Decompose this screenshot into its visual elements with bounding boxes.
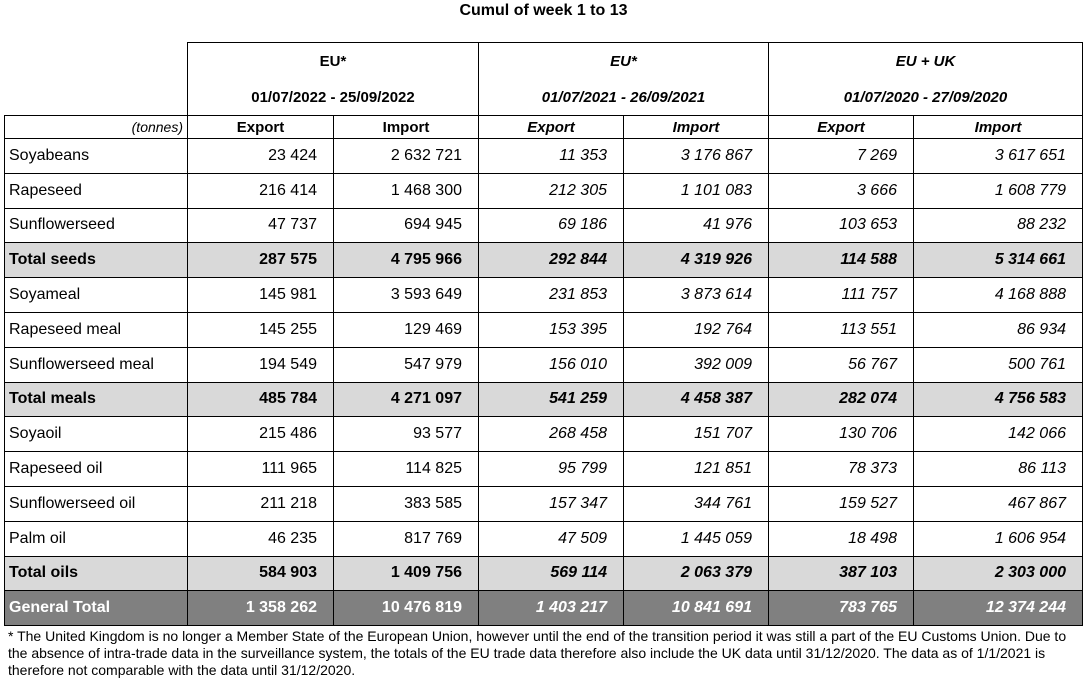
import-value: 3 176 867 <box>624 139 769 174</box>
import-value: 86 113 <box>914 452 1083 487</box>
import-value: 1 445 059 <box>624 521 769 556</box>
import-value: 1 608 779 <box>914 173 1083 208</box>
table-row <box>5 452 1083 487</box>
row-label: Palm oil <box>5 521 188 556</box>
import-value: 88 232 <box>914 208 1083 243</box>
row-label: Rapeseed <box>5 173 188 208</box>
export-value: 387 103 <box>769 556 914 591</box>
export-value: 153 395 <box>479 312 624 347</box>
import-value: 1 101 083 <box>624 173 769 208</box>
row-label: Soyameal <box>5 278 188 313</box>
import-value: 5 314 661 <box>914 243 1083 278</box>
import-value: 4 795 966 <box>334 243 479 278</box>
export-value: 569 114 <box>479 556 624 591</box>
table-row <box>5 312 1083 347</box>
export-value: 584 903 <box>188 556 334 591</box>
import-value: 129 469 <box>334 312 479 347</box>
export-value: 23 424 <box>188 139 334 174</box>
export-value: 130 706 <box>769 417 914 452</box>
import-value: 344 761 <box>624 486 769 521</box>
export-value: 145 255 <box>188 312 334 347</box>
table-row <box>5 417 1083 452</box>
import-value: 93 577 <box>334 417 479 452</box>
table-body <box>5 139 1083 626</box>
header-column-row <box>5 116 1083 139</box>
import-value: 114 825 <box>334 452 479 487</box>
export-value: 3 666 <box>769 173 914 208</box>
import-value: 10 476 819 <box>334 591 479 626</box>
export-value: 111 965 <box>188 452 334 487</box>
import-value: 2 303 000 <box>914 556 1083 591</box>
export-value: 95 799 <box>479 452 624 487</box>
import-value: 3 617 651 <box>914 139 1083 174</box>
export-value: 1 403 217 <box>479 591 624 626</box>
export-value: 216 414 <box>188 173 334 208</box>
total-row <box>5 243 1083 278</box>
table-title: Cumul of week 1 to 13 <box>459 2 628 19</box>
import-value: 817 769 <box>334 521 479 556</box>
group-period-2022: 01/07/2022 - 25/09/2022 <box>188 79 479 116</box>
export-value: 78 373 <box>769 452 914 487</box>
import-value: 4 756 583 <box>914 382 1083 417</box>
export-value: 145 981 <box>188 278 334 313</box>
export-value: 783 765 <box>769 591 914 626</box>
column-header-import: Import <box>334 116 479 139</box>
row-label: Rapeseed meal <box>5 312 188 347</box>
export-value: 114 588 <box>769 243 914 278</box>
column-header-import: Import <box>624 116 769 139</box>
table-row <box>5 347 1083 382</box>
export-value: 268 458 <box>479 417 624 452</box>
export-value: 282 074 <box>769 382 914 417</box>
import-value: 3 873 614 <box>624 278 769 313</box>
import-value: 151 707 <box>624 417 769 452</box>
export-value: 215 486 <box>188 417 334 452</box>
row-label: Soyaoil <box>5 417 188 452</box>
row-label: Total seeds <box>5 243 188 278</box>
export-value: 47 737 <box>188 208 334 243</box>
export-value: 156 010 <box>479 347 624 382</box>
row-label: Sunflowerseed <box>5 208 188 243</box>
import-value: 4 271 097 <box>334 382 479 417</box>
export-value: 18 498 <box>769 521 914 556</box>
footnote: * The United Kingdom is no longer a Member State of the European Union, however until the end of the transition period it was still a part of the EU Customs Union. Due to the absence of intra-trade data in the surveillance system, the totals of the EU trade data therefore also include the UK data until 31/12/2020. The data as of 1/1/2021 is therefore not comparable with the data until 31/12/2020. <box>8 628 1067 678</box>
row-label: Sunflowerseed meal <box>5 347 188 382</box>
import-value: 12 374 244 <box>914 591 1083 626</box>
export-value: 69 186 <box>479 208 624 243</box>
group-name-2022: EU* <box>188 43 479 80</box>
row-label: Rapeseed oil <box>5 452 188 487</box>
column-header-import: Import <box>914 116 1083 139</box>
group-period-2020: 01/07/2020 - 27/09/2020 <box>769 79 1083 116</box>
export-value: 47 509 <box>479 521 624 556</box>
export-value: 231 853 <box>479 278 624 313</box>
import-value: 10 841 691 <box>624 591 769 626</box>
import-value: 4 319 926 <box>624 243 769 278</box>
export-value: 7 269 <box>769 139 914 174</box>
import-value: 500 761 <box>914 347 1083 382</box>
import-value: 1 409 756 <box>334 556 479 591</box>
export-value: 212 305 <box>479 173 624 208</box>
total-row <box>5 556 1083 591</box>
group-name-2020: EU + UK <box>769 43 1083 80</box>
export-value: 292 844 <box>479 243 624 278</box>
row-label: General Total <box>5 591 188 626</box>
import-value: 41 976 <box>624 208 769 243</box>
import-value: 4 458 387 <box>624 382 769 417</box>
import-value: 383 585 <box>334 486 479 521</box>
export-value: 46 235 <box>188 521 334 556</box>
export-value: 103 653 <box>769 208 914 243</box>
export-value: 11 353 <box>479 139 624 174</box>
table-row <box>5 139 1083 174</box>
export-value: 1 358 262 <box>188 591 334 626</box>
column-header-export: Export <box>479 116 624 139</box>
row-label: Soyabeans <box>5 139 188 174</box>
import-value: 192 764 <box>624 312 769 347</box>
total-row <box>5 382 1083 417</box>
import-value: 2 632 721 <box>334 139 479 174</box>
trade-table <box>4 42 1083 626</box>
table-row <box>5 278 1083 313</box>
import-value: 694 945 <box>334 208 479 243</box>
import-value: 4 168 888 <box>914 278 1083 313</box>
import-value: 121 851 <box>624 452 769 487</box>
export-value: 541 259 <box>479 382 624 417</box>
import-value: 3 593 649 <box>334 278 479 313</box>
import-value: 1 468 300 <box>334 173 479 208</box>
export-value: 194 549 <box>188 347 334 382</box>
import-value: 2 063 379 <box>624 556 769 591</box>
table-row <box>5 173 1083 208</box>
column-header-export: Export <box>188 116 334 139</box>
header-period-row <box>5 79 1083 116</box>
group-period-2021: 01/07/2021 - 26/09/2021 <box>479 79 769 116</box>
import-value: 467 867 <box>914 486 1083 521</box>
export-value: 485 784 <box>188 382 334 417</box>
export-value: 159 527 <box>769 486 914 521</box>
group-name-2021: EU* <box>479 43 769 80</box>
export-value: 287 575 <box>188 243 334 278</box>
export-value: 111 757 <box>769 278 914 313</box>
import-value: 142 066 <box>914 417 1083 452</box>
import-value: 1 606 954 <box>914 521 1083 556</box>
export-value: 211 218 <box>188 486 334 521</box>
import-value: 392 009 <box>624 347 769 382</box>
header-group-row <box>5 43 1083 80</box>
export-value: 157 347 <box>479 486 624 521</box>
column-header-export: Export <box>769 116 914 139</box>
row-label: Total meals <box>5 382 188 417</box>
general-total-row <box>5 591 1083 626</box>
unit-label: (tonnes) <box>5 116 188 139</box>
table-row <box>5 521 1083 556</box>
import-value: 547 979 <box>334 347 479 382</box>
import-value: 86 934 <box>914 312 1083 347</box>
row-label: Total oils <box>5 556 188 591</box>
row-label: Sunflowerseed oil <box>5 486 188 521</box>
table-row <box>5 486 1083 521</box>
export-value: 113 551 <box>769 312 914 347</box>
table-row <box>5 208 1083 243</box>
export-value: 56 767 <box>769 347 914 382</box>
